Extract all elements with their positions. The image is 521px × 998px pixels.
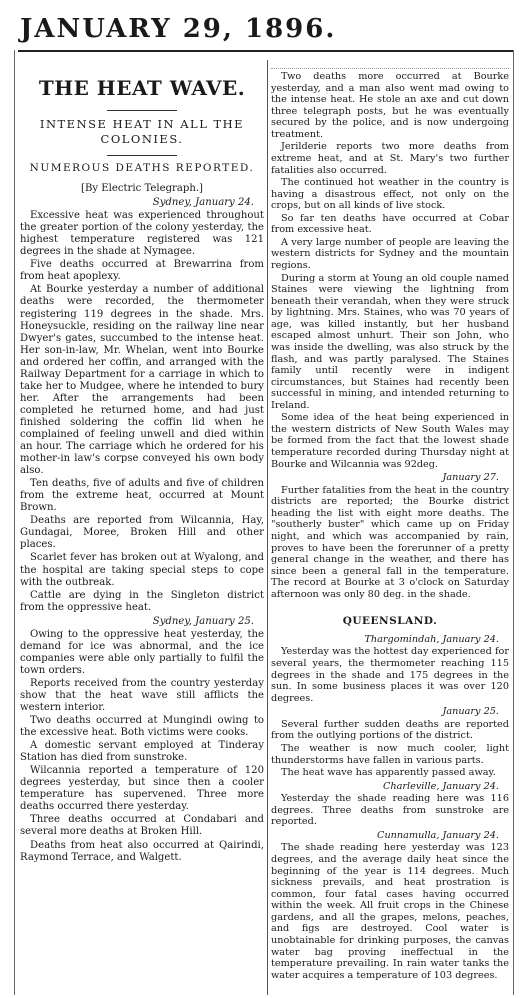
paragraph: Wilcannia reported a temperature of 120 degrees yesterday, but since then a cooler temperature has supervened. Three more deaths occurred there yesterday. xyxy=(20,765,264,813)
section-heading: QUEENSLAND. xyxy=(342,615,438,628)
paragraph: At Bourke yesterday a number of additional deaths were recorded, the thermometer registering 119 degrees in the shade. Mrs. Honeysuckle, residing on the railway line near Dwyer's gates, succumbed to the intense heat. Her son-in-law, Mr. Whelan, went into Bourke and ordered her coffin, and arranged with the Railway Department for a carriage in which to take her to Mudgee, where he intended to bury her. After the arrangements had been completed he returned home, and had just finished soldering the coffin lid when he complained of feeling unwell and died within an hour. The carriage which he ordered for his mother-in law's corpse conveyed his own body also. xyxy=(20,284,264,477)
article-column-right xyxy=(271,62,509,982)
paragraph: The continued hot weather in the country is having a disastrous effect, not only on the crops, but on all kinds of live stock. xyxy=(271,177,509,212)
paragraph: Excessive heat was experienced throughout the greater portion of the colony yesterday, the highest temperature registered was 121 degrees in the shade at Nymagee. xyxy=(20,210,264,258)
paragraph: The weather is now much cooler, light thunderstorms have fallen in various parts. xyxy=(271,742,509,766)
paragraph: Ten deaths, five of adults and five of children from the extreme heat, occurred at Mount Brown. xyxy=(20,478,264,514)
paragraph: Two deaths more occurred at Bourke yesterday, and a man also went mad owing to the intense heat. He stole an axe and cut down three telegraph posts, but he was eventually secured by the police, and is now undergoing treatment. xyxy=(271,71,509,140)
paragraph: Deaths from heat also occurred at Qairindi, Raymond Terrace, and Walgett. xyxy=(20,839,264,863)
paragraph: A very large number of people are leaving the western districts for Sydney and the mountain regions. xyxy=(271,236,509,271)
dateline: Charleville, January 24. xyxy=(382,780,499,792)
article-subhead: NUMEROUS DEATHS REPORTED. xyxy=(29,162,255,174)
issue-date: JANUARY 29, 1896. xyxy=(20,14,337,44)
paragraph: Reports received from the country yesterday show that the heat wave still afflicts the western interior. xyxy=(20,677,264,714)
paragraph: Cattle are dying in the Singleton district from the oppressive heat. xyxy=(20,589,264,613)
paragraph: Some idea of the heat being experienced in the western districts of New South Wales may be formed from the fact that the lowest shade temperature recorded during Thursday night at Bourke and Wilcannia was 92deg. xyxy=(271,412,509,470)
article-title: THE HEAT WAVE. xyxy=(38,76,246,100)
byline: [By Electric Telegraph.] xyxy=(81,183,203,195)
dateline: Cunnamulla, January 24. xyxy=(377,829,499,841)
paragraph: Scarlet fever has broken out at Wyalong, and the hospital are taking special steps to cope with the outbreak. xyxy=(20,552,264,588)
masthead-rule xyxy=(18,50,513,52)
paragraph: Three deaths occurred at Condabari and several more deaths at Broken Hill. xyxy=(20,814,264,838)
paragraph: Jerilderie reports two more deaths from extreme heat, and at St. Mary's two further fatalities also occurred. xyxy=(271,141,509,176)
paragraph: The shade reading here yesterday was 123 degrees, and the average daily heat since the beginning of the year is 114 degrees. Much sickness prevails, and heat prostration is common, four fatal cases having occurred within the week. All fruit crops in the Chinese gardens, and all the grapes, melons, peaches, and figs are destroyed. Cool water is unobtainable for drinking purposes, the canvas water bag proving ineffectual in the temperature prevailing. In rain water tanks the water acquires a temperature of 103 degrees. xyxy=(271,842,509,981)
paragraph: Yesterday the shade reading here was 116 degrees. Three deaths from sunstroke are reported. xyxy=(271,793,509,828)
dateline: Sydney, January 25. xyxy=(152,615,254,627)
masthead xyxy=(18,8,513,48)
title-rule xyxy=(107,110,177,111)
paragraph: So far ten deaths have occurred at Cobar from excessive heat. xyxy=(271,212,509,236)
paragraph: During a storm at Young an old couple named Staines were viewing the lightning from beneath their verandah, when they were struck by lightning. Mrs. Staines, who was 70 years of age, was killed instantly, but her husband escaped almost unhurt. Their son John, who was inside the dwelling, was also struck by the flash, and was partly paralysed. The Staines family until recently were in indigent circumstances, but Staines had recently been successful in mining, and intended returning to Ireland. xyxy=(271,272,509,411)
paragraph: Deaths are reported from Wilcannia, Hay, Gundagai, Moree, Broken Hill and other places. xyxy=(20,515,264,551)
paragraph: Owing to the oppressive heat yesterday, the demand for ice was abnormal, and the ice companies were able only partially to fulfil the town orders. xyxy=(20,628,264,676)
left-border xyxy=(14,50,15,995)
paragraph: A domestic servant employed at Tinderay Station has died from sunstroke. xyxy=(20,740,264,764)
dateline: January 27. xyxy=(442,472,499,484)
column-divider xyxy=(267,60,268,995)
subtitle-rule xyxy=(107,155,177,156)
paragraph: Five deaths occurred at Brewarrina from from heat apoplexy. xyxy=(20,259,264,283)
paragraph: Two deaths occurred at Mungindi owing to the excessive heat. Both victims were cooks. xyxy=(20,715,264,739)
right-border xyxy=(513,50,514,995)
dateline: January 25. xyxy=(442,706,499,718)
dateline: Thargomindah, January 24. xyxy=(364,633,499,645)
article-subtitle: INTENSE HEAT IN ALL THE COLONIES. xyxy=(39,117,245,146)
article-column-left xyxy=(20,62,264,865)
dateline: Sydney, January 24. xyxy=(152,197,254,209)
paragraph: The heat wave has apparently passed away. xyxy=(281,767,496,779)
paragraph: Several further sudden deaths are reported from the outlying portions of the district. xyxy=(271,718,509,742)
paragraph: Yesterday was the hottest day experienced for several years, the thermometer reaching 115 degrees in the shade and 175 degrees in the sun. In some business places it was over 120 degrees. xyxy=(271,646,509,704)
clipped-top-edge xyxy=(271,62,509,69)
paragraph: Further fatalities from the heat in the country districts are reported; the Bourke district heading the list with eight more deaths. The "southerly buster" which came up on Friday night, and which was accompanied by rain, proves to have been the forerunner of a pretty general change in the weather, and there has since been a general fall in the temperature. The record at Bourke at 3 o'clock on Saturday afternoon was only 80 deg. in the shade. xyxy=(271,484,509,600)
